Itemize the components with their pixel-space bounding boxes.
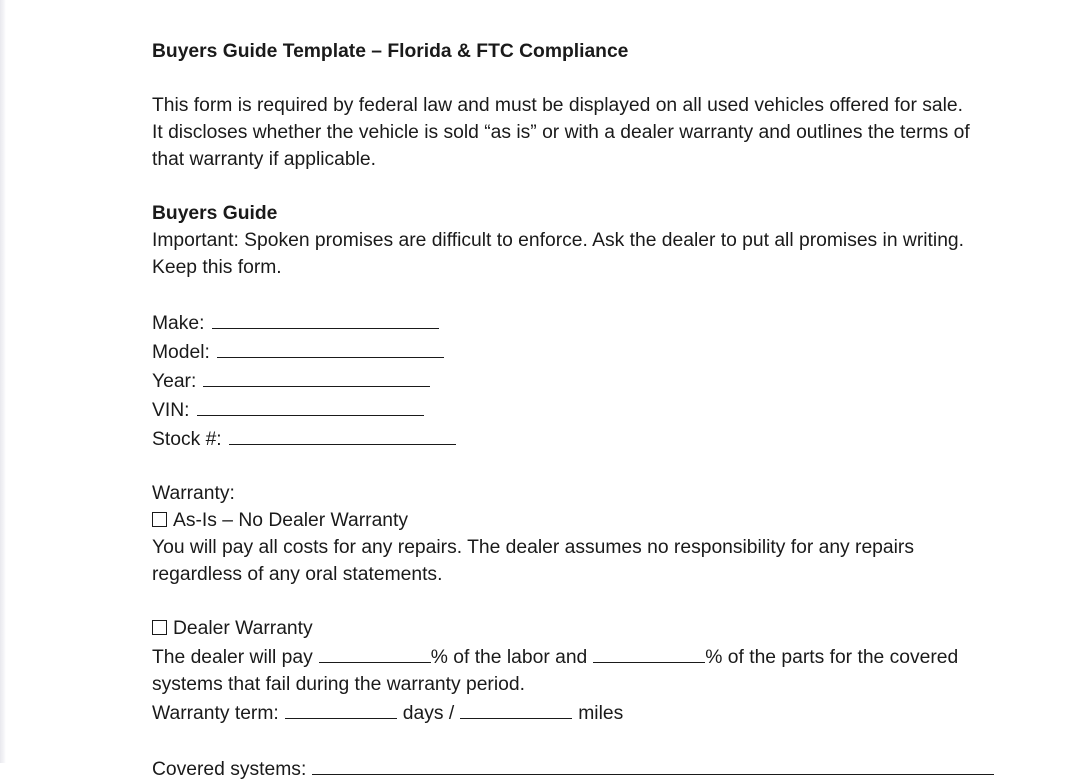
field-label: Year: bbox=[152, 371, 197, 392]
page-edge-shadow bbox=[0, 0, 6, 763]
dealer-pay-text: The dealer will pay bbox=[152, 647, 313, 668]
make-blank[interactable] bbox=[212, 308, 439, 329]
important-line: Important: Spoken promises are difficult to enforce. Ask the dealer to put all promises in writing. bbox=[152, 230, 964, 251]
year-field bbox=[152, 366, 1032, 395]
warranty-term-line bbox=[152, 698, 1032, 727]
stock-field bbox=[152, 424, 1032, 453]
labor-text: % of the labor and bbox=[430, 647, 588, 668]
intro-paragraph bbox=[152, 92, 1032, 173]
dealer-warranty-option bbox=[152, 615, 1032, 642]
document-title: Buyers Guide Template – Florida & FTC Compliance bbox=[152, 41, 629, 62]
covered-systems-line bbox=[152, 754, 1032, 783]
parts-text: % of the parts for the covered bbox=[705, 647, 959, 668]
term-miles-blank[interactable] bbox=[460, 698, 572, 719]
covered-systems-label: Covered systems: bbox=[152, 759, 307, 780]
vin-blank[interactable] bbox=[197, 395, 424, 416]
warranty-heading: Warranty: bbox=[152, 483, 235, 504]
term-miles-text: miles bbox=[578, 703, 624, 724]
important-line: Keep this form. bbox=[152, 257, 282, 278]
intro-line: It discloses whether the vehicle is sold “as is” or with a dealer warranty and outlines the terms of bbox=[152, 122, 970, 143]
as-is-text-line: You will pay all costs for any repairs. The dealer assumes no responsibility for any repairs bbox=[152, 537, 914, 558]
covered-systems-blank[interactable] bbox=[312, 754, 994, 775]
make-field bbox=[152, 308, 1032, 337]
field-label: Model: bbox=[152, 342, 210, 363]
vehicle-fields bbox=[152, 308, 1032, 453]
intro-line: that warranty if applicable. bbox=[152, 149, 376, 170]
buyers-guide-heading: Buyers Guide bbox=[152, 203, 278, 224]
warranty-term-label: Warranty term: bbox=[152, 703, 279, 724]
stock-blank[interactable] bbox=[229, 424, 456, 445]
field-label: Stock #: bbox=[152, 429, 222, 450]
dealer-pay-line-2: systems that fail during the warranty period. bbox=[152, 674, 525, 695]
model-blank[interactable] bbox=[217, 337, 444, 358]
field-label: VIN: bbox=[152, 400, 190, 421]
as-is-option bbox=[152, 507, 1032, 534]
field-label: Make: bbox=[152, 313, 205, 334]
important-notice bbox=[152, 227, 1032, 281]
dealer-warranty-label: Dealer Warranty bbox=[173, 618, 313, 639]
parts-percent-blank[interactable] bbox=[593, 642, 705, 663]
model-field bbox=[152, 337, 1032, 366]
as-is-label: As-Is – No Dealer Warranty bbox=[173, 510, 409, 531]
labor-percent-blank[interactable] bbox=[319, 642, 431, 663]
as-is-text-line: regardless of any oral statements. bbox=[152, 564, 443, 585]
year-blank[interactable] bbox=[203, 366, 430, 387]
term-days-text: days / bbox=[402, 703, 455, 724]
term-days-blank[interactable] bbox=[285, 698, 397, 719]
document-content bbox=[152, 38, 1032, 783]
dealer-pay-line bbox=[152, 642, 1032, 671]
vin-field bbox=[152, 395, 1032, 424]
as-is-checkbox[interactable] bbox=[152, 512, 167, 527]
intro-line: This form is required by federal law and must be displayed on all used vehicles offered for sale. bbox=[152, 95, 963, 116]
dealer-warranty-checkbox[interactable] bbox=[152, 620, 167, 635]
